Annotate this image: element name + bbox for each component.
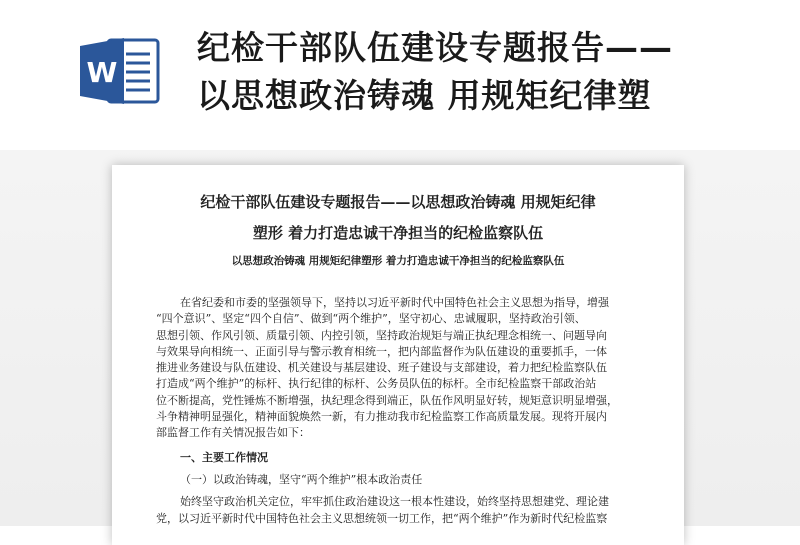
body-line: “四个意识”、坚定“四个自信”、做到“两个维护”，坚守初心、忠诚履职，坚持政治引领、 — [156, 312, 586, 326]
document-title-line-1: 纪检干部队伍建设专题报告——以思想政治铸魂 用规矩纪律 — [200, 193, 596, 211]
document-body — [156, 295, 648, 527]
word-icon-letter: W — [86, 56, 118, 89]
body-line: 部监督工作有关情况报告如下： — [156, 426, 310, 440]
document-title-line-2: 塑形 着力打造忠诚干净担当的纪检监察队伍 — [252, 224, 544, 242]
header — [0, 0, 800, 160]
header-title-line-1: 纪检干部队伍建设专题报告—— — [197, 28, 673, 67]
body-line: 推进业务建设与队伍建设、机关建设与基层建设、班子建设与支部建设，着力把纪检监察队伍 — [156, 361, 607, 375]
body-line: 党，以习近平新时代中国特色社会主义思想统领一切工作，把“两个维护”作为新时代纪检监察 — [156, 511, 608, 525]
body-line: 斗争精神明显强化，精神面貌焕然一新，有力推动我市纪检监察工作高质量发展。现将开展内 — [156, 410, 607, 424]
body-line: 与效果导向相统一、正面引导与警示教育相统一，把内部监督作为队伍建设的重要抓手，一体 — [156, 344, 607, 358]
subsection-heading: （一）以政治铸魂，坚守“两个维护”根本政治责任 — [180, 472, 423, 486]
header-title-line-2: 以思想政治铸魂 用规矩纪律塑 — [197, 76, 652, 115]
body-line: 始终坚守政治机关定位，牢牢抓住政治建设这一根本性建设，始终坚持思想建党、理论建 — [180, 495, 609, 509]
document-page — [112, 165, 684, 545]
body-line: 位不断提高，党性锤炼不断增强，执纪理念得到端正，队伍作风明显好转，规矩意识明显增强， — [156, 393, 618, 407]
section-heading: 一、主要工作情况 — [180, 450, 268, 464]
document-subtitle: 以思想政治铸魂 用规矩纪律塑形 着力打造忠诚干净担当的纪检监察队伍 — [231, 255, 565, 267]
body-line: 在省纪委和市委的坚强领导下，坚持以习近平新时代中国特色社会主义思想为指导，增强 — [180, 296, 609, 309]
word-document-icon — [80, 36, 162, 106]
document-title — [112, 187, 684, 249]
body-line: 打造成“两个维护”的标杆、执行纪律的标杆、公务员队伍的标杆。全市纪检监察干部政治站 — [156, 377, 597, 391]
header-title — [197, 24, 777, 120]
body-line: 思想引领、作风引领、质量引领、内控引领，坚持政治规矩与端正执纪理念相统一、问题导向 — [156, 328, 607, 342]
